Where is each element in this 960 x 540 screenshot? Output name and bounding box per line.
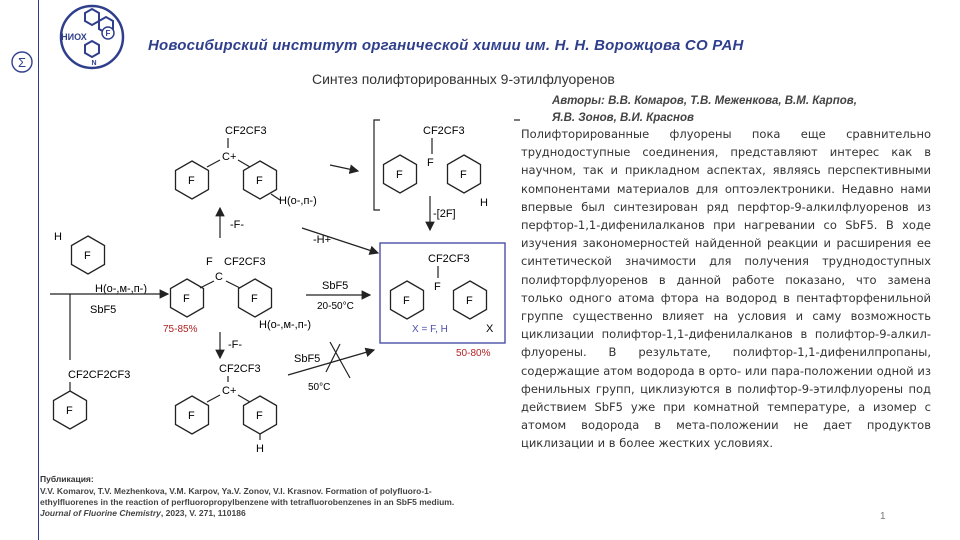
citation-text: V.V. Komarov, T.V. Mezhenkova, V.M. Karpov, Ya.V. Zonov, V.I. Krasnov. Formation of polyfluoro-1-ethylfluorenes in the reaction of perfluoropropylbenzene with tetrafluorobenzenes in an SbF5 medium. <box>40 486 455 507</box>
nioch-logo <box>52 4 132 70</box>
cf2cf3-product: CF2CF3 <box>428 253 470 265</box>
institute-title: Новосибирский институт органической химии им. Н. Н. Ворожцова СО РАН <box>148 37 744 54</box>
authors-block <box>552 93 932 127</box>
h-left-ring: H <box>54 231 62 243</box>
slide-title: Синтез полифторированных 9-этилфлуоренов <box>312 71 615 87</box>
minus-h-label: -H+ <box>313 234 332 246</box>
f-mid-left: F <box>183 293 190 305</box>
sbf5-left: SbF5 <box>90 304 117 316</box>
f-product-center: F <box>434 281 441 293</box>
minus-f-lower: -F- <box>228 339 243 351</box>
cf2cf3-intermediate: CF2CF3 <box>423 125 465 137</box>
h-intermediate: H <box>480 197 488 209</box>
cation-top: C+ <box>222 151 237 163</box>
left-divider-line <box>38 0 39 540</box>
svg-text:Σ: Σ <box>17 55 27 70</box>
f-product-left: F <box>403 295 410 307</box>
h-om-p-mid: H(о-,м-,п-) <box>259 319 312 331</box>
x-product: X <box>486 323 494 335</box>
h-bottom: H <box>256 443 264 455</box>
sbf5-mid: SbF5 <box>322 280 349 292</box>
logo-text: НИОХ <box>61 32 87 42</box>
yield-50-80: 50-80% <box>456 348 491 359</box>
minus-2f-label: -[2F] <box>433 208 456 220</box>
f-mid-top: F <box>206 256 213 268</box>
h-o-p-top: H(о-,п-) <box>279 195 317 207</box>
f-bottom-b: F <box>256 410 263 422</box>
cf2cf2cf3-label: CF2CF2CF3 <box>68 369 131 381</box>
f-intermediate-right: F <box>460 169 467 181</box>
sbf5-bottom: SbF5 <box>294 353 321 365</box>
svg-text:F: F <box>105 29 111 38</box>
minus-f-upper: -F- <box>230 219 245 231</box>
cf2cf3-top: CF2CF3 <box>225 125 267 137</box>
journal-details: , 2023, V. 271, 110186 <box>160 508 246 518</box>
sigma-emblem-icon <box>10 50 34 74</box>
cation-bottom: C+ <box>222 385 237 397</box>
cf2cf3-bottom: CF2CF3 <box>219 363 261 375</box>
f-product-right: F <box>466 295 473 307</box>
page-number: 1 <box>880 511 886 522</box>
abstract-text: Полифторированные флуорены пока еще сравнительно труднодоступные соединения, представляют интерес как в научном, так и прикладном аспектах, являясь перспективными компонентами материалов для оптоэлектроники. Недавно нами впервые был синтезирован ряд перфтор-9-алкилфлуоренов из перфтор-1,1-дифенилалканов при нагревании со SbF5. В ходе изучения закономерностей найденной реакции и расширения ее синтетической значимости для получения труднодоступных полифторфлуоренов в данной работе показано, что замена только одного атома фтора на водород в пентафторфенильной группе существенно влияет на условия и саму возможность циклизации полифтор-1,1-дифенилалканов в полифтор-9-алкил-флуорены. В результате, полифтор-1,1-дифенилпропаны, содержащие атом водорода в орто- или пара-положении одной из фенильных групп, циклизуются в полифтор-9-этилфлуорены под действием SbF5 уже при комнатной температуре, а изомер с атомом водорода в мета-положении не дает продуктов циклизации и в более жестких условиях. <box>521 127 931 451</box>
authors-line-1: Авторы: В.В. Комаров, Т.В. Меженкова, В.М. Карпов, <box>552 95 857 107</box>
publication-label: Публикация: <box>40 474 94 484</box>
yield-75-85: 75-85% <box>163 324 198 335</box>
f-intermediate-center: F <box>427 157 434 169</box>
c-mid: C <box>215 271 223 283</box>
f-bottom-left-ring: F <box>66 405 73 417</box>
f-left-ring: F <box>84 250 91 262</box>
reaction-scheme <box>40 110 520 465</box>
x-equals-label: X = F, H <box>412 324 448 335</box>
f-mid-right: F <box>251 293 258 305</box>
journal-name: Journal of Fluorine Chemistry <box>40 508 161 518</box>
f-ring-b: F <box>256 175 263 187</box>
temp-50: 50°C <box>308 382 331 393</box>
cf2cf3-mid: CF2CF3 <box>224 256 266 268</box>
f-intermediate-left: F <box>396 169 403 181</box>
svg-text:N: N <box>91 60 97 67</box>
f-ring-a: F <box>188 175 195 187</box>
authors-line-2: Я.В. Зонов, В.И. Краснов <box>552 112 694 124</box>
temp-20-50: 20-50°C <box>317 301 354 312</box>
f-bottom-a: F <box>188 410 195 422</box>
publication-citation <box>40 486 480 519</box>
h-om-p-left: H(о-,м-,п-) <box>95 283 148 295</box>
